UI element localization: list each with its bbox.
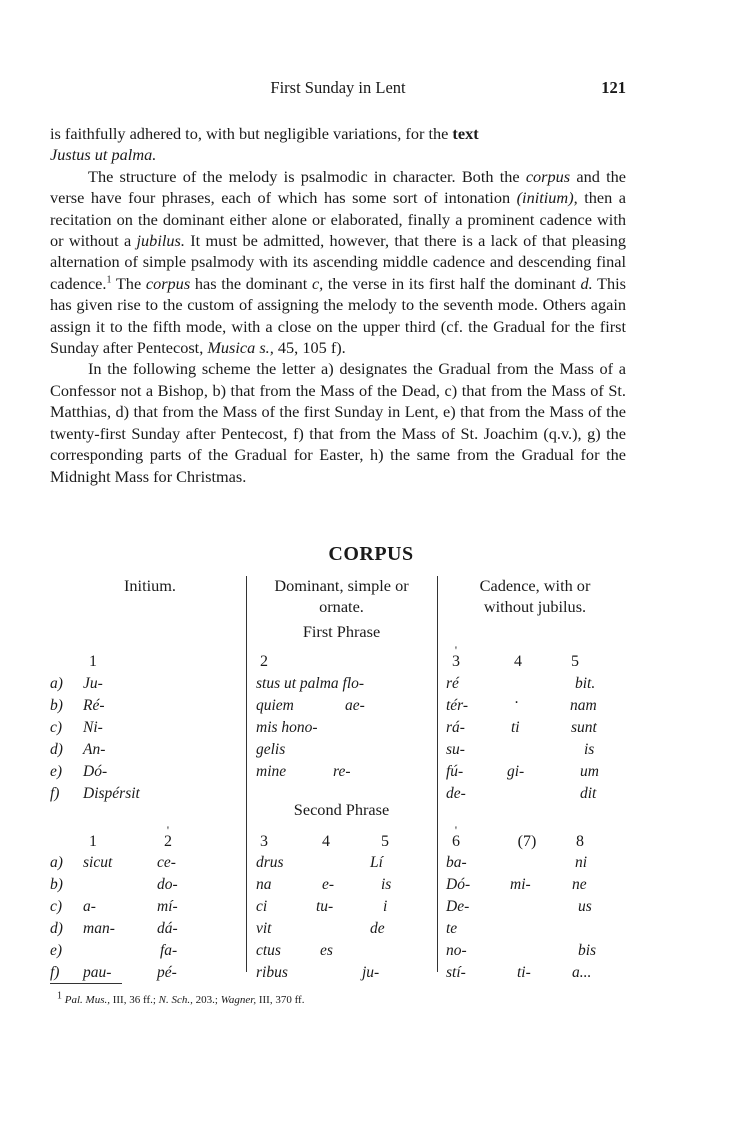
row-label: d) <box>50 920 63 937</box>
cadence-syllable: ba- <box>446 854 467 871</box>
initium-syllable: Ni- <box>83 719 103 736</box>
body-text <box>50 123 626 487</box>
cadence-syllable: bis <box>578 942 597 959</box>
dominant-syllable: na <box>256 876 272 893</box>
initium-syllable: Dispérsit <box>83 785 140 802</box>
second-num-3: 3 <box>260 833 268 850</box>
paragraph-1: is faithfully adhered to, with but negligible variations, for the text Justus ut palma. <box>50 124 479 165</box>
cadence-syllable: ne <box>572 876 587 893</box>
cadence-syllable: te <box>446 920 458 937</box>
cadence-syllable: ti <box>511 719 520 736</box>
footnote-ref: 1 <box>106 274 112 286</box>
footnote-rule <box>50 983 122 984</box>
dominant-syllable: es <box>320 942 333 959</box>
row-label: c) <box>50 719 63 736</box>
initium-syllable: fa- <box>160 942 178 959</box>
running-header <box>50 78 626 102</box>
cadence-syllable: dit <box>580 785 597 802</box>
cadence-syllable: no- <box>446 942 467 959</box>
cadence-syllable: de- <box>446 785 466 802</box>
cadence-syllable: . <box>515 690 519 707</box>
initium-syllable: mí- <box>157 898 178 915</box>
second-num-7: (7) <box>517 833 537 850</box>
cadence-syllable: tér- <box>446 697 469 714</box>
row-label: a) <box>50 675 63 692</box>
initium-syllable: a- <box>83 898 96 915</box>
initium-syllable: do- <box>157 876 178 893</box>
first-num-2: 2 <box>260 653 268 670</box>
first-num-4: 4 <box>514 653 522 670</box>
dominant-syllable: Lí <box>370 854 383 871</box>
running-title: First Sunday in Lent <box>270 78 406 97</box>
second-num-8: 8 <box>576 833 584 850</box>
cadence-syllable: mi- <box>510 876 531 893</box>
initium-syllable: An- <box>83 741 106 758</box>
cadence-syllable: um <box>580 763 599 780</box>
column-header-cadence: Cadence, with or without jubilus. <box>479 576 591 616</box>
dominant-syllable: is <box>381 876 392 893</box>
cadence-syllable: sunt <box>571 719 597 736</box>
dominant-syllable: tu- <box>316 898 334 915</box>
initium-syllable: pau- <box>83 964 112 981</box>
dominant-text: mine <box>256 763 287 780</box>
row-label: c) <box>50 898 63 915</box>
column-header-initium: Initium. <box>123 576 176 595</box>
dominant-syllable: e- <box>322 876 335 893</box>
initium-syllable: Ré- <box>83 697 105 714</box>
dominant-text: gelis <box>256 741 286 758</box>
paragraph-3: In the following scheme the letter a) designates the Gradual from the Mass of a Confessor not a Bishop, b) that from the Mass of the Dead, c) that from the Mass of St. Matthias, d) that from the Mass of the first Sunday in Lent, e) that from the Mass of the twenty-first Sunday after Pentecost, f) that from the Mass of St. Joachim (q.v.), g) the corresponding parts of the Gradual for Easter, h) the same from the Gradual for the Midnight Mass for Christmas. <box>50 359 626 486</box>
cadence-syllable: fú- <box>446 763 464 780</box>
row-label: a) <box>50 854 63 871</box>
initium-syllable: pé- <box>157 964 177 981</box>
dominant-text: re- <box>333 763 351 780</box>
paragraph-2: The structure of the melody is psalmodic in character. Both the corpus and the verse have four phrases, each of which has some sort of intonation (initium), then a recitation on the dominant either alone or elaborated, finally a prominent cadence with or without a jubilus. It must be admitted, however, that there is a lack of that pleasing alternation of simple psalmody with its ascending middle cadence and descending final cadence.$^1$ The corpus has the dominant c, the verse in its first half the dominant d. This has given rise to the custom of assigning the melody to the seventh mode. Others again assign it to the fifth mode, with a close on the upper third (cf. the Gradual for the first Sunday after Pentecost, Musica s., 45, 105 f). <box>50 166 627 358</box>
cadence-syllable: us <box>578 898 592 915</box>
dominant-syllable: de <box>370 920 385 937</box>
dominant-syllable: ci <box>256 898 268 915</box>
first-num-1: 1 <box>89 653 97 670</box>
cadence-syllable: bit. <box>575 675 596 692</box>
column-divider-left <box>246 576 247 972</box>
corpus-title: CORPUS <box>328 543 414 565</box>
dominant-syllable: ribus <box>256 964 288 981</box>
dominant-syllable: i <box>383 898 388 915</box>
cadence-syllable: ni <box>575 854 588 871</box>
initium-syllable: dá- <box>157 920 178 937</box>
first-num-5: 5 <box>571 653 579 670</box>
row-label: e) <box>50 763 63 780</box>
row-label: d) <box>50 741 63 758</box>
cadence-syllable: a... <box>572 964 592 981</box>
row-label: e) <box>50 942 63 959</box>
dominant-text: mis hono- <box>256 719 318 736</box>
second-num-5: 5 <box>381 833 389 850</box>
first-num-3: ' 3 <box>452 643 460 670</box>
second-num-6: ' 6 <box>452 823 460 850</box>
row-label: f) <box>50 964 60 981</box>
footnote: $^1$ Pal. Mus., III, 36 ff.; N. Sch., 203.; Wagner, III, 370 ff. <box>57 990 305 1006</box>
cadence-syllable: ré <box>446 675 459 692</box>
second-num-2: ' 2 <box>164 823 172 850</box>
row-label: f) <box>50 785 60 802</box>
dominant-syllable: drus <box>256 854 284 871</box>
cadence-syllable: stí- <box>446 964 466 981</box>
initium-syllable: man- <box>83 920 115 937</box>
column-divider-right <box>437 576 438 972</box>
first-phrase-heading: First Phrase <box>302 622 381 641</box>
initium-syllable: Dó- <box>83 763 108 780</box>
column-header-dominant: Dominant, simple or ornate. <box>274 576 409 616</box>
dominant-syllable: ju- <box>362 964 380 981</box>
cadence-syllable: ti- <box>517 964 531 981</box>
second-phrase-heading: Second Phrase <box>293 800 390 819</box>
initium-syllable: ce- <box>157 854 176 871</box>
page-number: 121 <box>601 78 626 97</box>
dominant-syllable: ctus <box>256 942 281 959</box>
second-num-4: 4 <box>322 833 330 850</box>
cadence-syllable: De- <box>446 898 470 915</box>
dominant-text: ae- <box>345 697 365 714</box>
row-label: b) <box>50 697 63 714</box>
row-label: b) <box>50 876 63 893</box>
dominant-syllable: vit <box>256 920 272 937</box>
second-num-1: 1 <box>89 833 97 850</box>
initium-syllable: Ju- <box>83 675 103 692</box>
initium-syllable: sicut <box>83 854 113 871</box>
cadence-syllable: is <box>584 741 595 758</box>
dominant-text: quiem <box>256 697 294 714</box>
cadence-syllable: su- <box>446 741 465 758</box>
dominant-text: stus ut palma flo- <box>256 675 365 692</box>
cadence-syllable: rá- <box>446 719 465 736</box>
cadence-syllable: nam <box>570 697 597 714</box>
cadence-syllable: gi- <box>507 763 525 780</box>
cadence-syllable: Dó- <box>446 876 471 893</box>
